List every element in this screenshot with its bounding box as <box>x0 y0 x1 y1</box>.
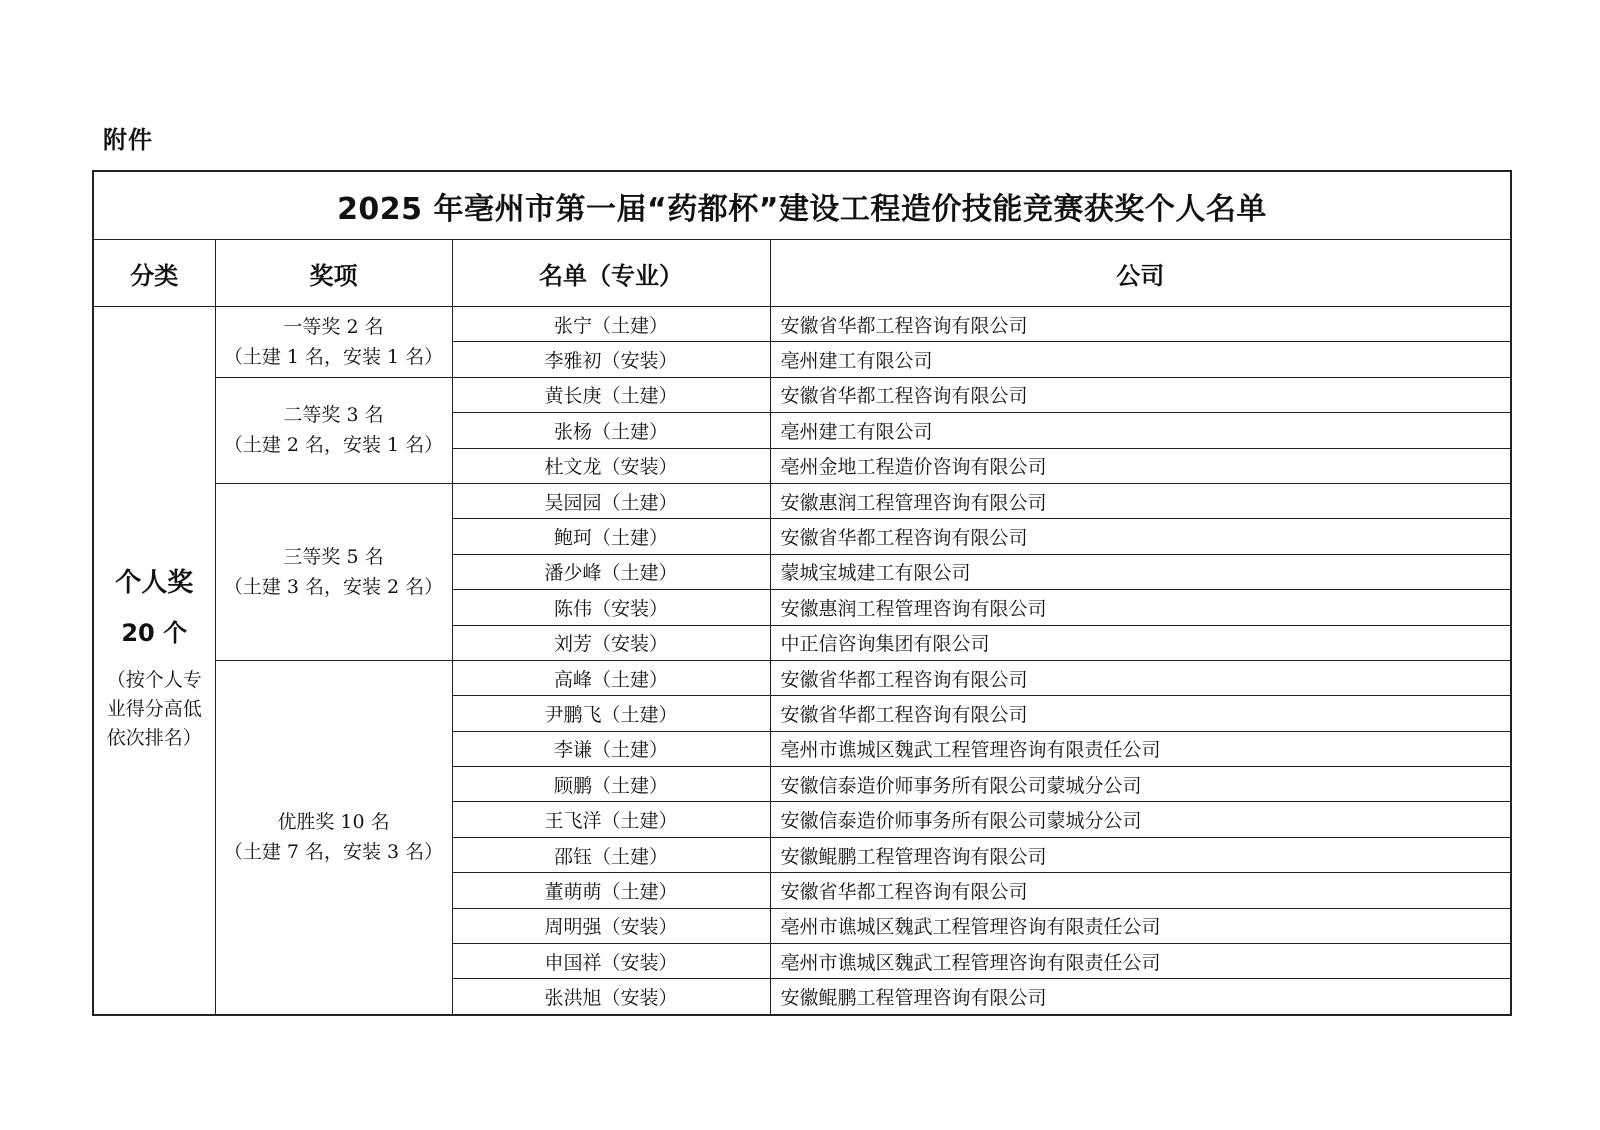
winner-company: 安徽省华都工程咨询有限公司 <box>770 377 1511 412</box>
header-prize: 奖项 <box>215 240 452 307</box>
winner-name: 杜文龙（安装） <box>452 448 770 483</box>
header-company: 公司 <box>770 240 1511 307</box>
table-title: 2025 年亳州市第一届“药都杯”建设工程造价技能竞赛获奖个人名单 <box>93 171 1511 240</box>
winner-company: 安徽省华都工程咨询有限公司 <box>770 519 1511 554</box>
prize-name: 三等奖 5 名 <box>283 545 384 568</box>
header-name-list: 名单（专业） <box>452 240 770 307</box>
award-table <box>92 170 1512 1016</box>
winner-name: 尹鹏飞（土建） <box>452 696 770 731</box>
winner-company: 亳州建工有限公司 <box>770 342 1511 377</box>
winner-company: 亳州市谯城区魏武工程管理咨询有限责任公司 <box>770 731 1511 766</box>
prize-cell <box>215 660 452 1014</box>
table-row <box>93 307 1511 342</box>
prize-cell <box>215 307 452 378</box>
winner-name: 高峰（土建） <box>452 660 770 695</box>
winner-name: 张杨（土建） <box>452 413 770 448</box>
prize-cell <box>215 483 452 660</box>
prize-name: 一等奖 2 名 <box>283 315 384 338</box>
table-row <box>93 660 1511 695</box>
winner-name: 王飞洋（土建） <box>452 802 770 837</box>
winner-name: 李谦（土建） <box>452 731 770 766</box>
winner-company: 安徽惠润工程管理咨询有限公司 <box>770 483 1511 518</box>
winner-company: 安徽信泰造价师事务所有限公司蒙城分公司 <box>770 802 1511 837</box>
award-table-body <box>93 171 1511 1015</box>
winner-name: 顾鹏（土建） <box>452 767 770 802</box>
winner-name: 邵钰（土建） <box>452 837 770 872</box>
category-cell <box>93 307 215 1015</box>
winner-name: 张宁（土建） <box>452 307 770 342</box>
winner-company: 安徽惠润工程管理咨询有限公司 <box>770 590 1511 625</box>
winner-company: 蒙城宝城建工有限公司 <box>770 554 1511 589</box>
category-count: 20 个 <box>121 619 188 648</box>
winner-name: 周明强（安装） <box>452 908 770 943</box>
header-row <box>93 240 1511 307</box>
prize-name: 优胜奖 10 名 <box>277 811 390 834</box>
prize-detail: （土建 7 名，安装 3 名） <box>223 841 444 864</box>
winner-name: 张洪旭（安装） <box>452 979 770 1015</box>
prize-cell <box>215 377 452 483</box>
winner-company: 安徽鲲鹏工程管理咨询有限公司 <box>770 979 1511 1015</box>
winner-name: 李雅初（安装） <box>452 342 770 377</box>
winner-company: 亳州建工有限公司 <box>770 413 1511 448</box>
winner-company: 安徽信泰造价师事务所有限公司蒙城分公司 <box>770 767 1511 802</box>
winner-name: 申国祥（安装） <box>452 944 770 979</box>
winner-company: 安徽省华都工程咨询有限公司 <box>770 873 1511 908</box>
prize-name: 二等奖 3 名 <box>283 404 384 427</box>
category-title: 个人奖 <box>115 567 194 598</box>
category-note: （按个人专业得分高低依次排名） <box>106 668 202 749</box>
prize-detail: （土建 1 名，安装 1 名） <box>223 345 444 368</box>
table-row <box>93 377 1511 412</box>
winner-name: 董萌萌（土建） <box>452 873 770 908</box>
winner-company: 安徽省华都工程咨询有限公司 <box>770 660 1511 695</box>
winner-name: 鲍珂（土建） <box>452 519 770 554</box>
winner-name: 陈伟（安装） <box>452 590 770 625</box>
prize-detail: （土建 3 名，安装 2 名） <box>223 575 444 598</box>
winner-company: 安徽省华都工程咨询有限公司 <box>770 307 1511 342</box>
winner-company: 安徽鲲鹏工程管理咨询有限公司 <box>770 837 1511 872</box>
winner-company: 亳州金地工程造价咨询有限公司 <box>770 448 1511 483</box>
winner-name: 刘芳（安装） <box>452 625 770 660</box>
winner-company: 中正信咨询集团有限公司 <box>770 625 1511 660</box>
winner-name: 吴园园（土建） <box>452 483 770 518</box>
winner-company: 亳州市谯城区魏武工程管理咨询有限责任公司 <box>770 944 1511 979</box>
winner-name: 黄长庚（土建） <box>452 377 770 412</box>
winner-name: 潘少峰（土建） <box>452 554 770 589</box>
attachment-label: 附件 <box>103 126 153 154</box>
header-category: 分类 <box>93 240 215 307</box>
table-row <box>93 483 1511 518</box>
winner-company: 亳州市谯城区魏武工程管理咨询有限责任公司 <box>770 908 1511 943</box>
winner-company: 安徽省华都工程咨询有限公司 <box>770 696 1511 731</box>
prize-detail: （土建 2 名，安装 1 名） <box>223 434 444 457</box>
